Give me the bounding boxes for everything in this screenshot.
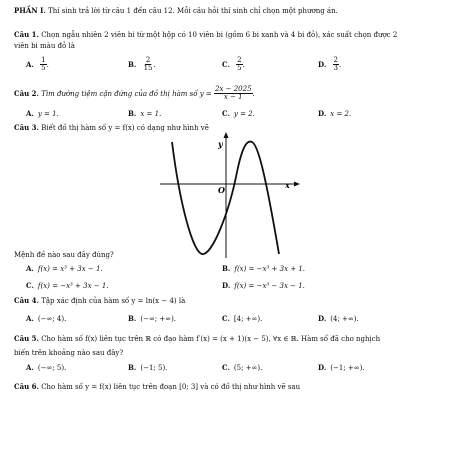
q3-prompt: Mệnh đề nào sau đây đúng? xyxy=(14,251,114,259)
q5-text-line2: biến trên khoảng nào sau đây? xyxy=(14,349,124,357)
fraction: $\frac{2}{5}$ xyxy=(237,56,242,73)
q1-text-line2: viên bi màu đỏ là xyxy=(14,42,75,50)
q2-function-fraction: $\frac{2x - 2025}{x - 1}$ xyxy=(215,85,252,102)
q5-option-b[interactable]: B. (−1; 5). xyxy=(128,363,168,372)
q3-label: Câu 3. xyxy=(14,123,39,132)
q2-label: Câu 2. xyxy=(14,88,39,98)
q4-option-d[interactable]: D. (4; +∞). xyxy=(318,314,359,323)
q5-label: Câu 5. xyxy=(14,334,39,343)
cubic-curve xyxy=(172,142,279,255)
q3-option-c[interactable]: C. f(x) = −x³ + 3x − 1. xyxy=(26,281,109,290)
q5-option-a[interactable]: A. (−∞; 5). xyxy=(26,363,67,372)
fraction: $\frac{2}{15}$ xyxy=(143,56,153,73)
q3-option-a[interactable]: A. f(x) = x³ + 3x − 1. xyxy=(26,264,103,273)
q2-option-d[interactable]: D. x = 2. xyxy=(318,109,352,118)
q2-option-b[interactable]: B. x = 1. xyxy=(128,109,162,118)
q4-text: Câu 4. Tập xác định của hàm số y = ln(x − 4) là xyxy=(14,296,186,305)
part-label: PHẦN I. xyxy=(14,6,46,15)
q1-option-b[interactable]: B. $\frac{2}{15}$ . xyxy=(128,56,156,73)
q2-option-c[interactable]: C. y = 2. xyxy=(222,109,255,118)
q1-label: Câu 1. xyxy=(14,30,39,39)
q4-option-a[interactable]: A. (−∞; 4). xyxy=(26,314,67,323)
q6-label: Câu 6. xyxy=(14,382,39,391)
q5-text-line1: Câu 5. Cho hàm số f(x) liên tục trên ℝ có đạo hàm f′(x) = (x + 1)(x − 5), ∀x ∈ ℝ. Hàm số đã cho nghịch xyxy=(14,334,381,343)
q1-option-a[interactable]: A. $\frac{1}{5}$ . xyxy=(26,56,49,73)
y-axis-label: y xyxy=(218,139,223,149)
part-header xyxy=(14,7,338,15)
x-axis-label: x xyxy=(285,180,290,190)
q2-option-a[interactable]: A. y = 1. xyxy=(26,109,59,118)
q4-option-b[interactable]: B. (−∞; +∞). xyxy=(128,314,177,323)
y-axis-arrow xyxy=(224,132,229,138)
q1-text-line1 xyxy=(14,31,397,39)
q3-option-b[interactable]: B. f(x) = −x³ + 3x + 1. xyxy=(222,264,306,273)
fraction: $\frac{1}{5}$ xyxy=(41,56,46,73)
q6-text: Câu 6. Cho hàm số y = f(x) liên tục trên đoạn [0; 3] và có đồ thị như hình vẽ sau xyxy=(14,382,301,391)
q1-text: Chọn ngẫu nhiên 2 viên bi từ một hộp có 10 viên bi (gồm 6 bi xanh và 4 bi đỏ), xác suất chọn được 2 xyxy=(41,31,398,39)
q4-option-c[interactable]: C. [4; +∞). xyxy=(222,314,263,323)
origin-label: O xyxy=(218,185,225,195)
x-axis-arrow xyxy=(294,182,300,187)
q5-option-c[interactable]: C. (5; +∞). xyxy=(222,363,263,372)
q1-option-d[interactable]: D. $\frac{2}{3}$ . xyxy=(318,56,342,73)
q3-option-d[interactable]: D. f(x) = −x³ − 3x − 1. xyxy=(222,281,305,290)
q4-label: Câu 4. xyxy=(14,296,39,305)
q3-text: Câu 3. Biết đồ thị hàm số y = f(x) có dạng như hình vẽ xyxy=(14,123,209,132)
q1-option-c[interactable]: C. $\frac{2}{5}$ . xyxy=(222,56,245,73)
fraction: $\frac{2}{3}$ xyxy=(333,56,338,73)
part-instructions: Thí sinh trả lời từ câu 1 đến câu 12. Mỗi câu hỏi thí sinh chỉ chọn một phương án. xyxy=(48,7,338,15)
q5-option-d[interactable]: D. (−1; +∞). xyxy=(318,363,365,372)
q2-text: Câu 2. Tìm đường tiệm cận đứng của đồ thị hàm số y = $\frac{2x - 2025}{x - 1}$ . xyxy=(14,85,255,102)
